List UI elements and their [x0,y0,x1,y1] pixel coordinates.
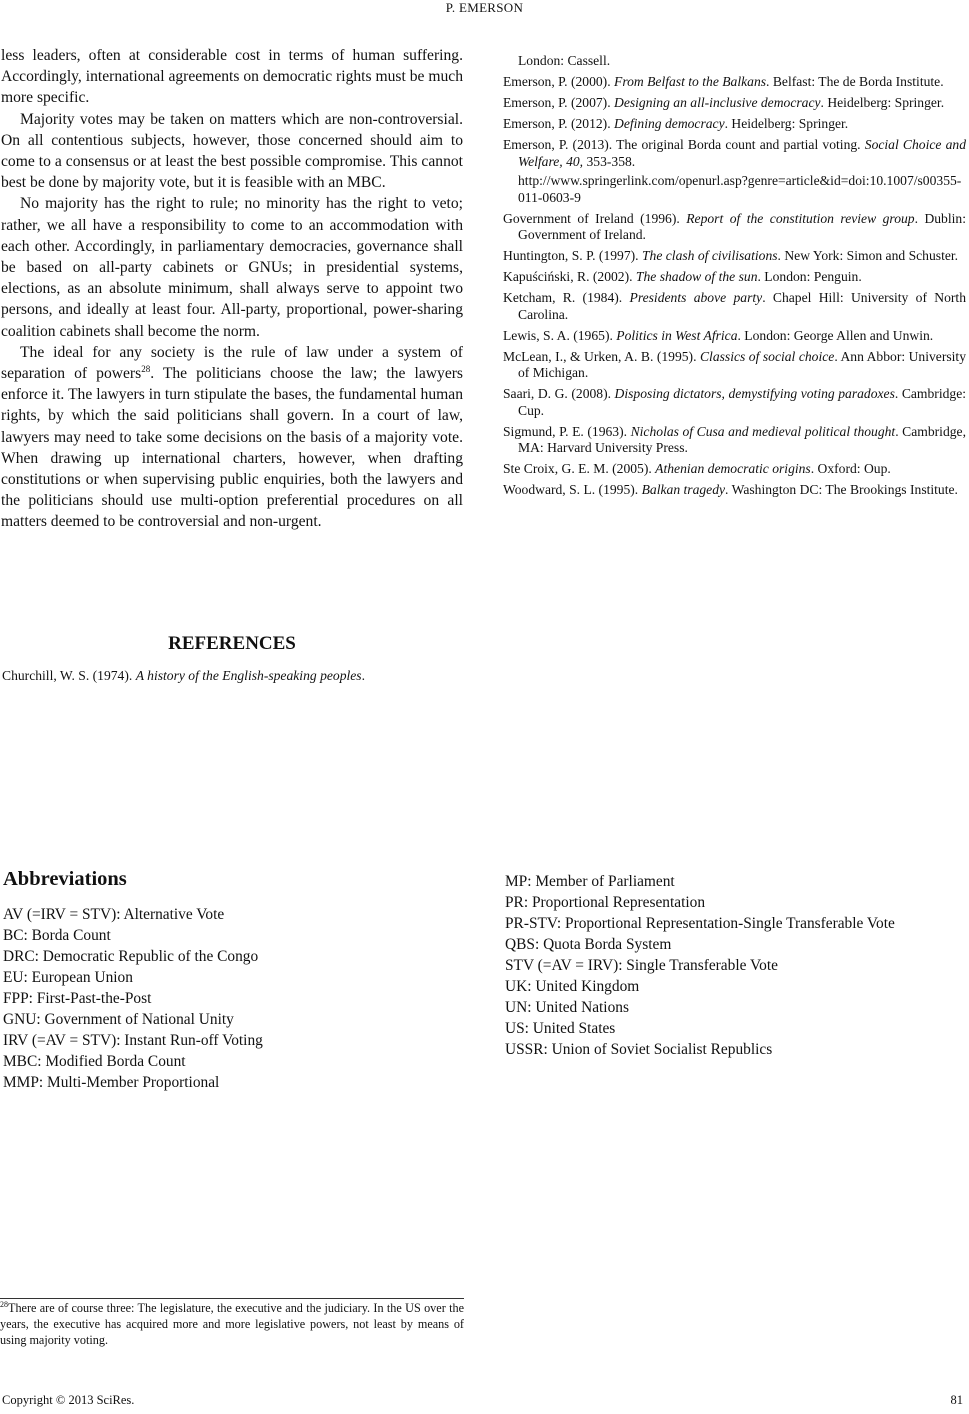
running-header: P. EMERSON [445,0,524,15]
body-paragraph-1: less leaders, often at considerable cost in terms of human suffering. Accordingly, international agreements on democratic rights must be much more specific. [1,47,463,107]
reference-item: Woodward, S. L. (1995). Balkan tragedy. Washington DC: The Brookings Institute. [503,482,958,497]
footnote-ref-28: 28 [141,363,151,374]
reference-churchill: Churchill, W. S. (1974). A history of the English-speaking peoples. [2,668,365,683]
body-paragraph-3: No majority has the right to rule; no minority has the right to veto; rather, we all have a responsibility to come to an accommodation with each other. Accordingly, in parliamentary democracies, governance shall be based on all-party cabinets or GNUs; in presidential systems, elections, as an absolute minimum, shall always serve to appoint two persons, and ideally at least four. All-party, proportional, power-sharing coalition cabinets shall become the norm. [1,195,463,340]
page-number: 81 [950,1393,963,1407]
abbreviation-item: AV (=IRV = STV): Alternative Vote [3,906,225,923]
abbreviation-item: US: United States [505,1020,616,1037]
copyright-notice: Copyright © 2013 SciRes. [2,1393,135,1407]
references-heading: REFERENCES [168,633,296,654]
abbreviation-item: PR-STV: Proportional Representation-Single Transferable Vote [505,915,895,932]
reference-item: Emerson, P. (2013). The original Borda count and partial voting. Social Choice and Welfare, 40, 353-358. [503,137,967,169]
reference-item: Saari, D. G. (2008). Disposing dictators, demystifying voting paradoxes. Cambridge: Cup. [503,386,967,418]
footnote-number: 28 [0,1299,8,1309]
abbreviation-item: UK: United Kingdom [505,978,640,995]
abbreviation-item: FPP: First-Past-the-Post [3,990,152,1007]
abbreviation-item: EU: European Union [3,969,133,986]
abbreviations-left-list [3,904,463,1093]
abbreviation-item: IRV (=AV = STV): Instant Run-off Voting [3,1032,263,1049]
abbreviation-item: MBC: Modified Borda Count [3,1053,186,1070]
reference-item: Huntington, S. P. (1997). The clash of civilisations. New York: Simon and Schuster. [503,248,959,263]
reference-item: Emerson, P. (2012). Defining democracy. Heidelberg: Springer. [503,116,849,131]
reference-item: Lewis, S. A. (1965). Politics in West Africa. London: George Allen and Unwin. [503,327,934,343]
reference-url-link[interactable]: http://www.springerlink.com/openurl.asp?genre=article&id=doi:10.1007/s00355-011-0603-9 [518,173,962,205]
references-section [1,633,463,655]
body-paragraph-4-end: . The politicians choose the law; the lawyers enforce it. The lawyers in turn stipulate the bases, the fundamental human rights, by which the said politicians shall govern. In a court of law, lawyers may need to take some decisions on the basis of a majority vote. When drawing up international charters, however, when drafting constitutions or when supervising public enquiries, both the lawyers and the politicians should use multi-option preferential procedures on all matters deemed to be controversial and non-urgent. [1,365,464,531]
body-paragraph-4 [1,342,463,533]
body-paragraph-4-start: The ideal for any society is the rule of law under a system of separation of powers [1,343,463,383]
abbreviation-item: STV (=AV = IRV): Single Transferable Vote [505,957,778,974]
references-list [503,53,966,503]
abbreviation-item: USSR: Union of Soviet Socialist Republics [505,1041,773,1058]
reference-item: Kapuściński, R. (2002). The shadow of the sun. London: Penguin. [503,269,862,284]
abbreviation-item: DRC: Democratic Republic of the Congo [3,948,259,965]
reference-item: Government of Ireland (1996). Report of the constitution review group. Dublin: Government of Ireland. [503,210,966,242]
abbreviations-right-list [505,871,967,1060]
reference-item: Emerson, P. (2000). From Belfast to the Balkans. Belfast: The de Borda Institute. [503,74,944,89]
abbreviation-item: MMP: Multi-Member Proportional [3,1074,220,1091]
abbreviation-item: UN: United Nations [505,999,629,1016]
reference-item: London: Cassell. [518,53,611,68]
body-text-column [1,45,463,533]
abbreviation-item: BC: Borda Count [3,927,111,944]
reference-item: Sigmund, P. E. (1963). Nicholas of Cusa and medieval political thought. Cambridge, MA: Harvard University Press. [503,423,966,455]
footnote-divider [0,1298,464,1299]
abbreviation-item: QBS: Quota Borda System [505,936,672,953]
body-paragraph-2: Majority votes may be taken on matters which are non-controversial. On all contentious subjects, however, those concerned should aim to come to a consensus or at least the best possible compromise. This cannot best be done by majority vote, but it is feasible with an MBC. [1,110,463,192]
abbreviations-title: Abbreviations [3,868,127,890]
reference-item: Ste Croix, G. E. M. (2005). Athenian democratic origins. Oxford: Oup. [503,461,891,476]
footnote [0,1300,464,1348]
footnote-text: There are of course three: The legislature, the executive and the judiciary. In the US over the years, the executive has acquired more and more legislative powers, not least by means of using majority voting. [0,1301,464,1347]
abbreviation-item: PR: Proportional Representation [505,894,706,911]
reference-item: Emerson, P. (2007). Designing an all-inclusive democracy. Heidelberg: Springer. [503,95,945,110]
reference-item: Ketcham, R. (1984). Presidents above party. Chapel Hill: University of North Carolina. [503,290,967,322]
abbreviation-item: GNU: Government of National Unity [3,1011,234,1028]
reference-item: McLean, I., & Urken, A. B. (1995). Classics of social choice. Ann Abbor: University of Michigan. [503,348,966,380]
abbreviation-item: MP: Member of Parliament [505,873,675,890]
